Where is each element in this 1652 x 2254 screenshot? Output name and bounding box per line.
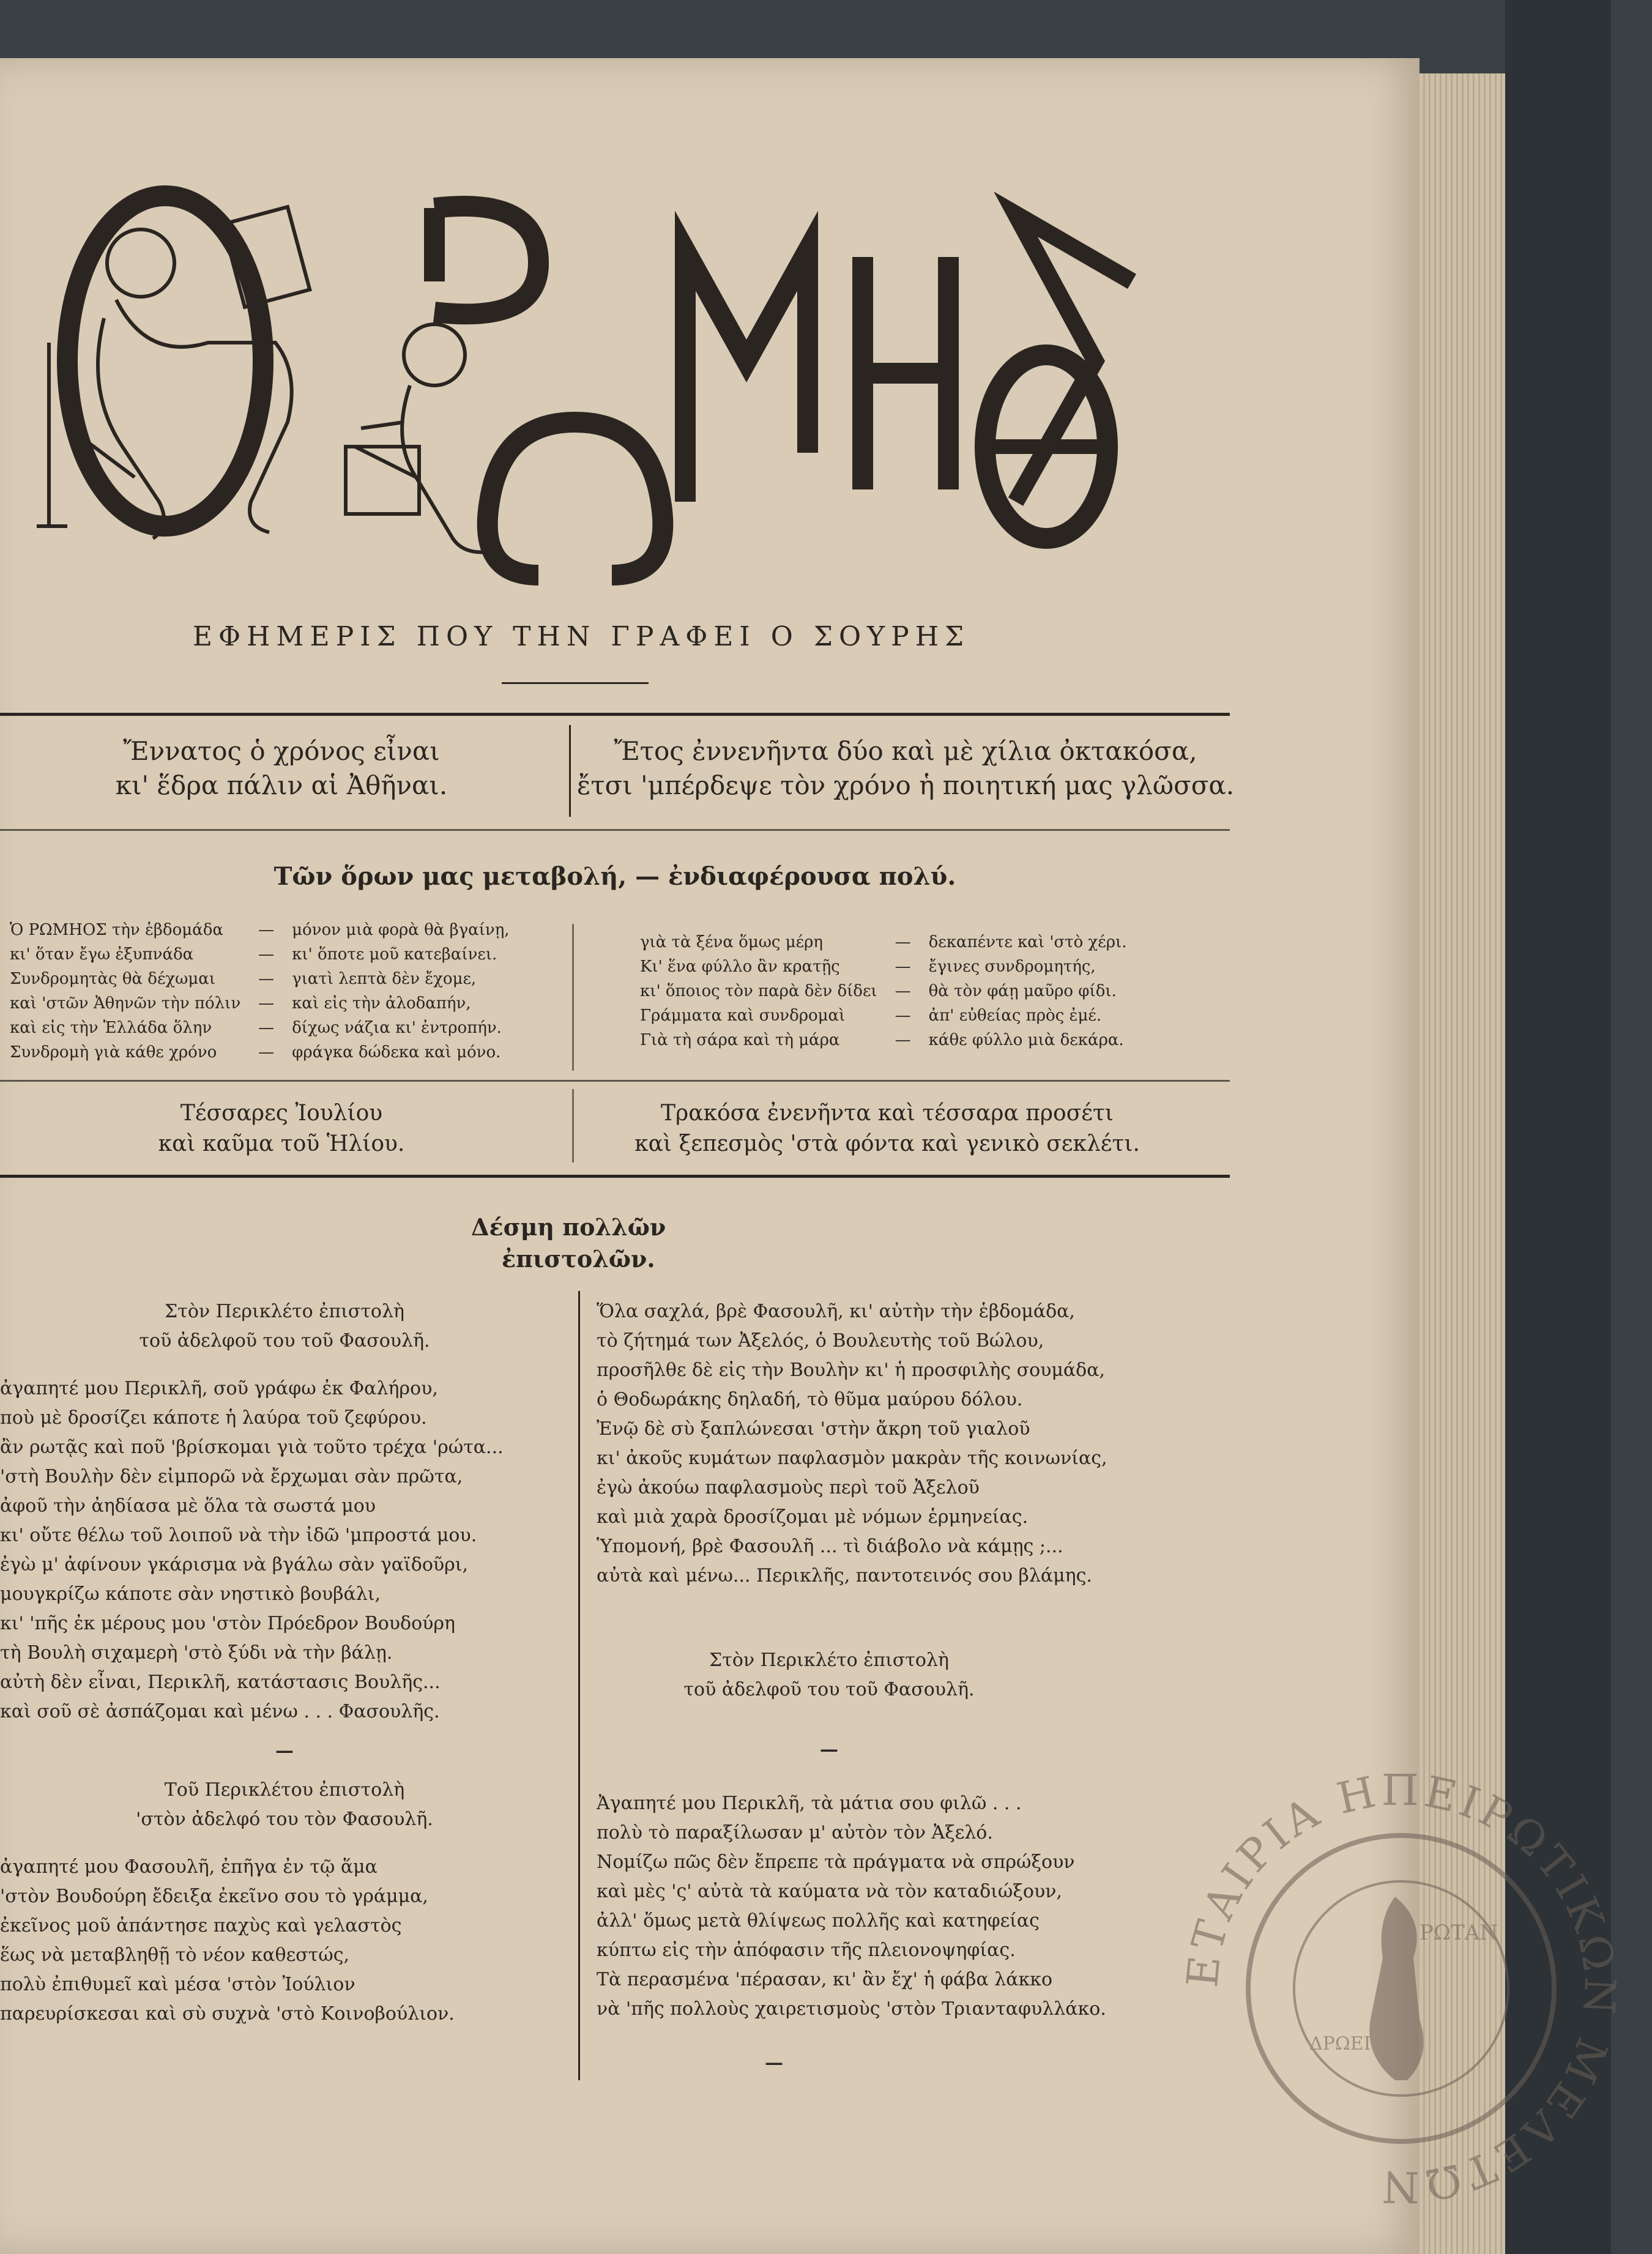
letter-line: ἐκεῖνος μοῦ ἀπάντησε παχὺς καὶ γελαστὸς <box>0 1915 402 1936</box>
letter-line: ὁ Θοδωράκης δηλαδή, τὸ θῦμα μαύρου δόλου. <box>597 1389 1023 1410</box>
letter-2-heading-1: Τοῦ Περικλέτου ἐπιστολὴ <box>164 1779 405 1801</box>
terms-bottom-wavy-rule <box>0 1080 1230 1082</box>
letter-line: τὸ ζήτημά των Ἀξελός, ὁ Βουλευτὴς τοῦ Βώλου, <box>597 1330 1044 1352</box>
date-column-divider <box>572 1089 574 1162</box>
letter-line: Τὰ περασμένα 'πέρασαν, κι' ἂν ἔχ' ἡ φάβα λάκκο <box>597 1969 1053 1990</box>
date-right-line-2: καὶ ξεπεσμὸς 'στὰ φόντα καὶ γενικὸ σεκλέτι. <box>634 1131 1140 1156</box>
seal-ring-text: ΕΤΑΙΡΙΑ ΗΠΕΙΡΩΤΙΚΩΝ ΜΕΛΕΤΩΝ <box>1177 1765 1626 2212</box>
article-title-line-1: Δέσμη πολλῶν <box>471 1213 666 1241</box>
letter-1 <box>0 1297 569 2029</box>
letter-line: ἀφοῦ τὴν ἀηδίασα μὲ ὅλα τὰ σωστά μου <box>0 1495 376 1517</box>
separator-dash: — <box>765 2052 783 2074</box>
letter-line: 'στὴ Βουλὴν δὲν εἰμπορῶ νὰ ἔρχωμαι σὰν πρῶτα, <box>0 1466 463 1487</box>
letter-line: κύπτω εἰς τὴν ἀπόφασιν τῆς πλειονοψηφίας. <box>597 1940 1016 1961</box>
terms-column-divider <box>572 924 574 1071</box>
date-left-line-1: Τέσσαρες Ἰουλίου <box>180 1101 383 1126</box>
terms-right-row: Κι' ἕνα φύλλο ἂν κρατῇς — ἔγινες συνδρομητής, <box>640 958 1096 976</box>
header-bottom-wavy-rule <box>0 829 1230 831</box>
letter-line: ἀγαπητέ μου Φασουλῆ, ἐπῆγα ἐν τῷ ἅμα <box>0 1856 378 1878</box>
letter-line: αὐτὴ δὲν εἶναι, Περικλῆ, κατάστασις Βουλῆς... <box>0 1672 441 1693</box>
header-column-divider <box>569 725 571 817</box>
masthead-illustration <box>12 159 1175 587</box>
article-title <box>465 1211 771 1275</box>
letter-4-heading-1: Στὸν Περικλέτο ἐπιστολὴ <box>709 1650 949 1671</box>
header-left-verse <box>37 734 526 803</box>
letter-line: παρευρίσκεσαι καὶ σὺ συχνὰ 'στὸ Κοινοβούλιον. <box>0 2003 455 2025</box>
letter-line: ἀγαπητέ μου Περικλῆ, σοῦ γράφω ἐκ Φαλήρου, <box>0 1378 438 1399</box>
date-bottom-rule <box>0 1175 1230 1178</box>
letter-line: ἐγὼ ἀκούω παφλασμοὺς περὶ τοῦ Ἀξελοῦ <box>597 1477 980 1498</box>
date-left-verse <box>37 1098 526 1159</box>
letter-line: Νομίζω πῶς δὲν ἔπρεπε τὰ πράγματα νὰ σπρώξουν <box>597 1851 1075 1873</box>
terms-left-row: κι' ὅταν ἔγω ἐξυπνάδα — κι' ὅποτε μοῦ κατεβαίνει. <box>10 945 497 964</box>
letter-line: ἐγὼ μ' ἀφίνουν γκάρισμα νὰ βγάλω σὰν γαϊδοῦρι, <box>0 1554 469 1575</box>
letter-line: Ἐνῷ δὲ σὺ ξαπλώνεσαι 'στὴν ἄκρη τοῦ γιαλοῦ <box>597 1418 1030 1440</box>
header-right-line-1: Ἔτος ἐννενῆντα δύο καὶ μὲ χίλια ὀκτακόσα, <box>614 736 1197 766</box>
header-top-rule <box>0 713 1230 716</box>
letter-3 <box>597 1297 1208 2078</box>
terms-left-row: Συνδρομὴ γιὰ κάθε χρόνο — φράγκα δώδεκα καὶ μόνο. <box>10 1043 501 1062</box>
letter-line: κι' ἀκοῦς κυμάτων παφλασμὸν μακρὰν τῆς κοινωνίας, <box>597 1448 1107 1469</box>
terms-heading: Τῶν ὅρων μας μεταβολή, — ἐνδιαφέρουσα πολύ. <box>273 862 956 891</box>
letter-line: ποὺ μὲ δροσίζει κάποτε ἡ λαύρα τοῦ ζεφύρου. <box>0 1407 427 1429</box>
letter-4-heading-2: τοῦ ἀδελφοῦ του τοῦ Φασουλῆ. <box>683 1679 975 1700</box>
letter-line: ἀλλ' ὅμως μετὰ θλίψεως πολλῆς καὶ κατηφείας <box>597 1910 1040 1932</box>
letter-line: ἕως νὰ μεταβληθῇ τὸ νέον καθεστώς, <box>0 1944 350 1966</box>
letter-line: πολὺ τὸ παραξίλωσαν μ' αὐτὸν τὸν Ἀξελό. <box>597 1822 993 1843</box>
letter-line: Ὅλα σαχλά, βρὲ Φασουλῆ, κι' αὐτὴν τὴν ἑβδομάδα, <box>597 1301 1075 1322</box>
terms-right-row: Γράμματα καὶ συνδρομαὶ — ἀπ' εὐθείας πρὸς ἐμέ. <box>640 1006 1102 1025</box>
article-title-line-2: ἐπιστολῶν. <box>502 1245 655 1273</box>
date-left-line-2: καὶ καῦμα τοῦ Ἡλίου. <box>158 1131 405 1156</box>
terms-left-row: Συνδρομητὰς θὰ δέχωμαι — γιατὶ λεπτὰ δὲν ἔχομε, <box>10 970 477 988</box>
separator-dash: — <box>275 1740 294 1761</box>
letter-line: Ἀγαπητέ μου Περικλῆ, τὰ μάτια σου φιλῶ . . . <box>597 1793 1022 1814</box>
letter-1-heading-1: Στὸν Περικλέτο ἐπιστολὴ <box>165 1301 404 1322</box>
article-column-divider <box>578 1291 580 2080</box>
letter-line: 'στὸν Βουδούρη ἔδειξα ἐκεῖνο σου τὸ γράμμα, <box>0 1886 428 1907</box>
seal-inner-bottom: ΔΡΩΕΙ <box>1309 2033 1371 2055</box>
letter-line: ἂν ρωτᾷς καὶ ποῦ 'βρίσκομαι γιὰ τοῦτο τρέχα 'ρώτα... <box>0 1437 504 1458</box>
letter-line: κι' οὔτε θέλω τοῦ λοιποῦ νὰ τὴν ἰδῶ 'μπροστά μου. <box>0 1525 477 1546</box>
terms-right-row: Γιὰ τὴ σάρα καὶ τὴ μάρα — κάθε φύλλο μιὰ δεκάρα. <box>640 1031 1124 1049</box>
letter-1-heading-2: τοῦ ἀδελφοῦ του τοῦ Φασουλῆ. <box>139 1330 430 1352</box>
letter-line: καὶ σοῦ σὲ ἀσπάζομαι καὶ μένω . . . Φασουλῆς. <box>0 1701 440 1722</box>
terms-right-row: γιὰ τὰ ξένα ὅμως μέρη — δεκαπέντε καὶ 'στὸ χέρι. <box>640 933 1127 951</box>
terms-right-row: κι' ὅποιος τὸν παρὰ δὲν δίδει — θὰ τὸν φάῃ μαῦρο φίδι. <box>640 982 1117 1000</box>
header-right-line-2: ἔτσι 'μπέρδεψε τὸν χρόνο ἡ ποιητική μας γλῶσσα. <box>576 770 1235 800</box>
header-right-verse <box>575 734 1236 803</box>
subtitle-ornament-rule <box>502 682 649 684</box>
letter-2-heading-2: 'στὸν ἀδελφό του τὸν Φασουλῆ. <box>136 1809 433 1830</box>
letter-line: καὶ μιὰ χαρὰ δροσίζομαι μὲ νόμων ἑρμηνείας. <box>597 1506 1029 1528</box>
letter-line: Ὑπομονή, βρὲ Φασουλῆ ... τὶ διάβολο νὰ κάμῃς ;... <box>597 1536 1063 1557</box>
library-seal <box>1150 1738 1652 2239</box>
separator-dash: — <box>820 1739 838 1760</box>
letter-line: κι' 'πῆς ἐκ μέρους μου 'στὸν Πρόεδρον Βουδούρη <box>0 1613 456 1634</box>
letter-line: μουγκρίζω κάποτε σὰν νηστικὸ βουβάλι, <box>0 1583 381 1605</box>
header-left-line-1: Ἔννατος ὁ χρόνος εἶναι <box>123 736 440 766</box>
letter-line: προσῆλθε δὲ εἰς τὴν Βουλὴν κι' ἡ προσφιλὴς σουμάδα, <box>597 1359 1105 1381</box>
terms-left-row: καὶ 'στῶν Ἀθηνῶν τὴν πόλιν — καὶ εἰς τὴν ἀλοδαπήν, <box>10 994 471 1013</box>
terms-right-table <box>636 930 1131 1052</box>
letter-line: τὴ Βουλὴ σιχαμερὴ 'στὸ ξύδι νὰ τὴν βάλῃ. <box>0 1642 393 1664</box>
terms-left-row: καὶ εἰς τὴν Ἑλλάδα ὅλην — δίχως νάζια κι' ἐντροπήν. <box>10 1019 502 1037</box>
seal-inner-top: ΡΩΤΑΝ <box>1419 1921 1498 1945</box>
terms-left-row: Ὁ ΡΩΜΗΟΣ τὴν ἑβδομάδα — μόνον μιὰ φορὰ θὰ βγαίνῃ, <box>10 921 510 939</box>
masthead-subtitle: ΕΦΗΜΕΡΙΣ ΠΟΥ ΤΗΝ ΓΡΑΦΕΙ Ο ΣΟΥΡΗΣ <box>192 621 970 652</box>
header-left-line-2: κι' ἕδρα πάλιν αἱ Ἀθῆναι. <box>115 770 448 800</box>
date-right-verse <box>587 1098 1187 1159</box>
date-right-line-1: Τρακόσα ἐνενῆντα καὶ τέσσαρα προσέτι <box>661 1101 1114 1126</box>
letter-line: πολὺ ἐπιθυμεῖ καὶ μέσα 'στὸν Ἰούλιον <box>0 1974 355 1995</box>
letter-line: αὐτὰ καὶ μένω... Περικλῆς, παντοτεινός σου βλάμης. <box>597 1565 1092 1586</box>
letter-line: νὰ 'πῆς πολλοὺς χαιρετισμοὺς 'στὸν Τριανταφυλλάκο. <box>597 1998 1106 2020</box>
terms-left-table <box>6 918 513 1065</box>
letter-line: καὶ μὲς 'ς' αὐτὰ τὰ καύματα νὰ τὸν καταδιώξουν, <box>597 1881 1062 1902</box>
